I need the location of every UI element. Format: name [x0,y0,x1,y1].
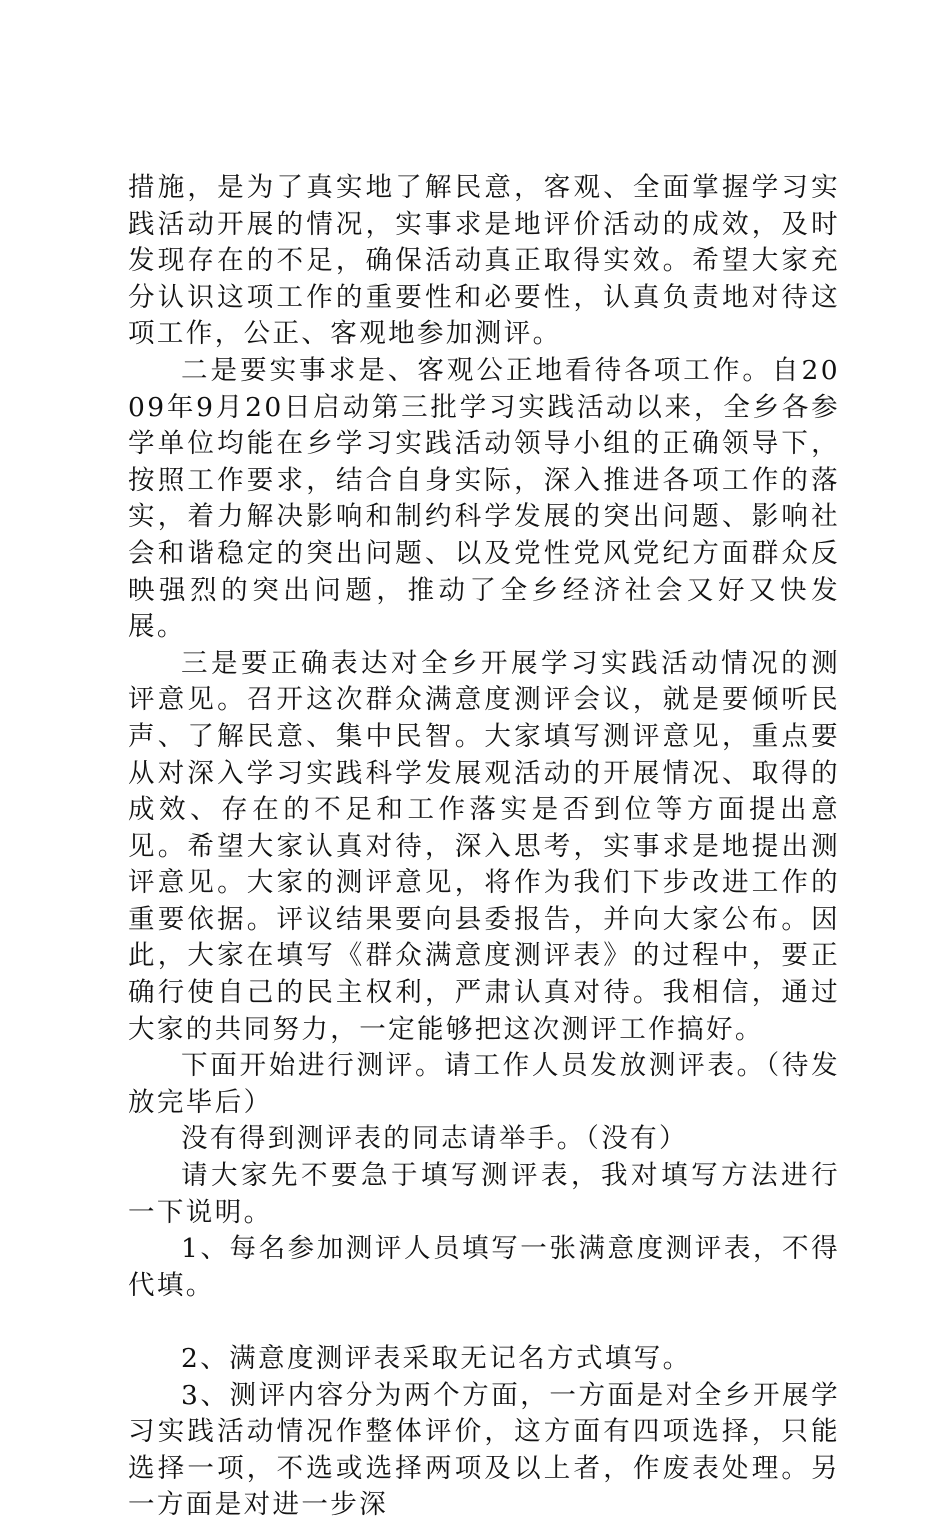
paragraph-instructions-intro: 请大家先不要急于填写测评表，我对填写方法进行一下说明。 [128,1160,840,1228]
paragraph-rule-two: 2、满意度测评表采取无记名方式填写。 [181,1343,692,1374]
paragraph-point-three: 三是要正确表达对全乡开展学习实践活动情况的测评意见。召开这次群众满意度测评会议，就是要倾听民声、了解民意、集中民智。大家填写测评意见，重点要从对深入学习实践科学发展观活动的开展情况、取得的成效、存在的不足和工作落实是否到位等方面提出意见。希望大家认真对待，深入思考，实事求是地提出测评意见。大家的测评意见，将作为我们下步改进工作的重要依据。评议结果要向县委报告，并向大家公布。因此，大家在填写《群众满意度测评表》的过程中，要正确行使自己的民主权利，严肃认真对待。我相信，通过大家的共同努力，一定能够把这次测评工作搞好。 [128,647,840,1045]
paragraph-start-evaluation: 下面开始进行测评。请工作人员发放测评表。（待发放完毕后） [128,1050,840,1118]
paragraph-point-two: 二是要实事求是、客观公正地看待各项工作。自2009年9月20日启动第三批学习实践活动以来，全乡各参学单位均能在乡学习实践活动领导小组的正确领导下，按照工作要求，结合自身实际，深入推进各项工作的落实，着力解决影响和制约科学发展的突出问题、影响社会和谐稳定的突出问题、以及党性党风党纪方面群众反映强烈的突出问题，推动了全乡经济社会又好又快发展。 [128,354,840,643]
paragraph-raise-hand: 没有得到测评表的同志请举手。（没有） [181,1123,688,1155]
paragraph-rule-one: 1、每名参加测评人员填写一张满意度测评表，不得代填。 [128,1233,840,1301]
document-body [128,170,840,1524]
paragraph-continuation: 措施，是为了真实地了解民意，客观、全面掌握学习实践活动开展的情况，实事求是地评价活动的成效，及时发现存在的不足，确保活动真正取得实效。希望大家充分认识这项工作的重要性和必要性，认真负责地对待这项工作，公正、客观地参加测评。 [128,172,840,350]
paragraph-rule-three: 3、测评内容分为两个方面，一方面是对全乡开展学习实践活动情况作整体评价，这方面有四项选择，只能选择一项，不选或选择两项及以上者，作废表处理。另一方面是对进一步深 [128,1379,840,1521]
